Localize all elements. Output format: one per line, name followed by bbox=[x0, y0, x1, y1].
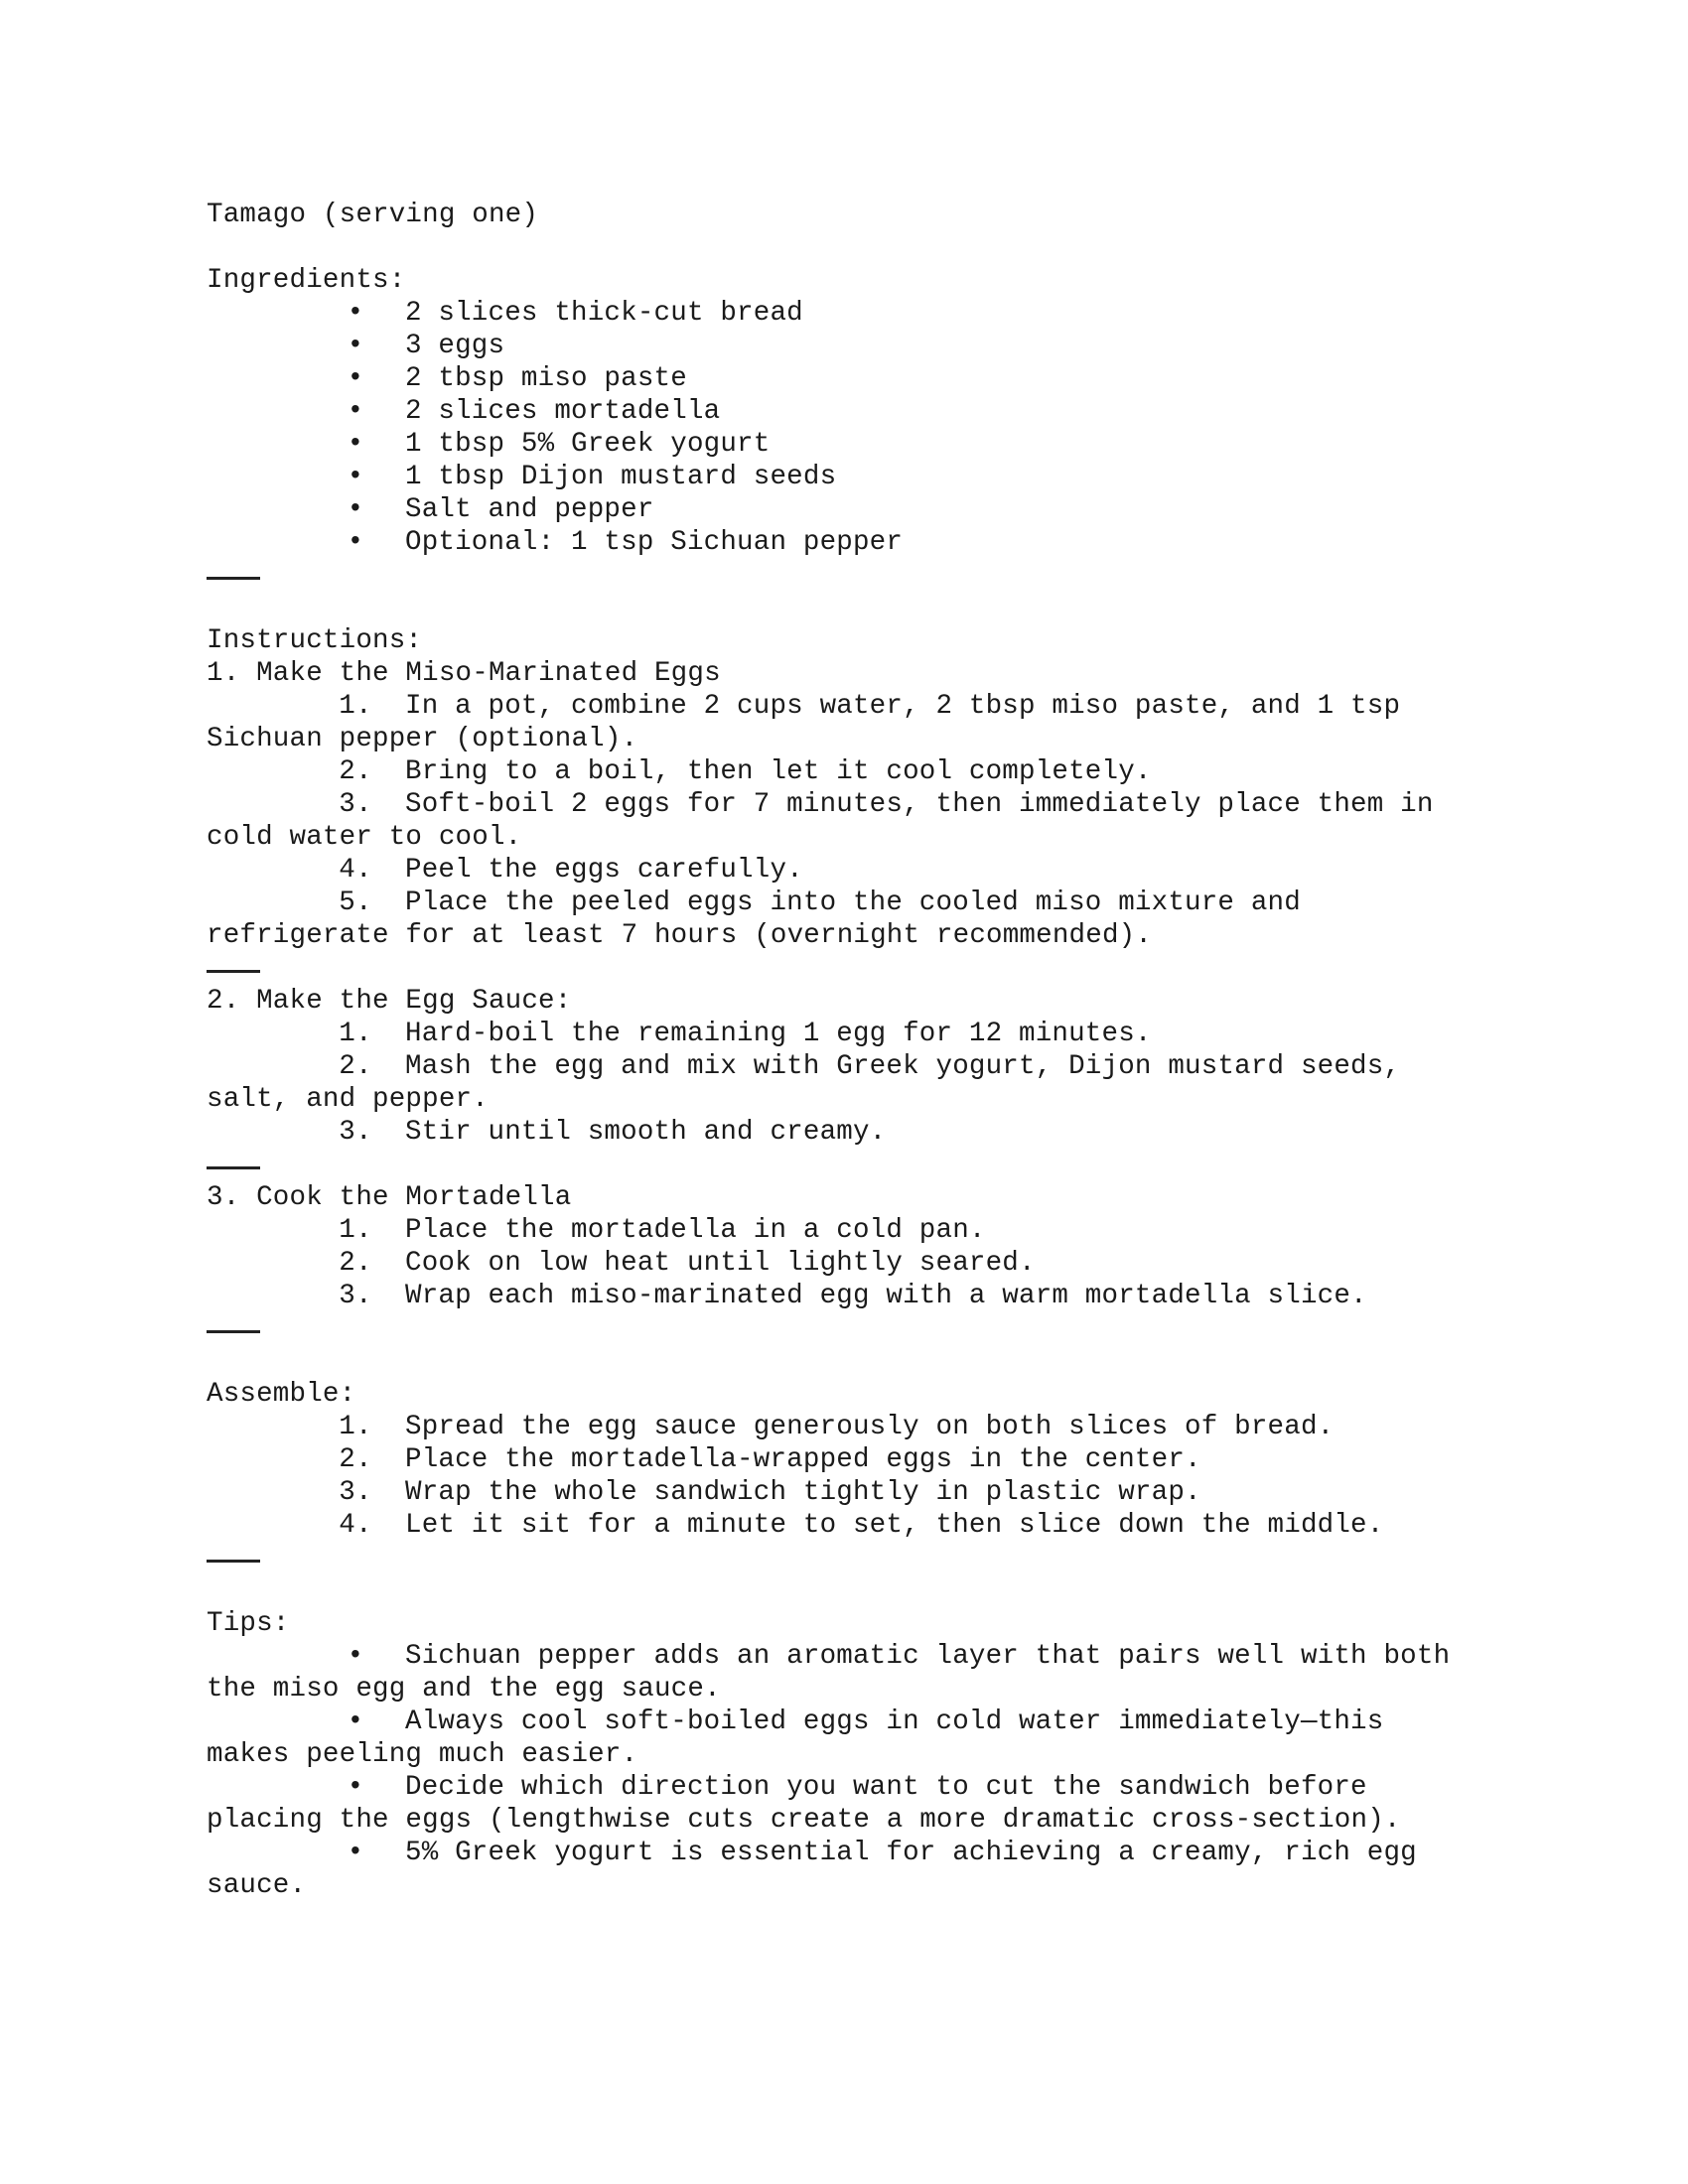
step-number: 2. bbox=[339, 1248, 372, 1279]
assemble-heading: Assemble: bbox=[207, 1379, 356, 1410]
step-number: 2. bbox=[339, 1444, 372, 1475]
step-item: 1. Hard-boil the remaining 1 egg for 12 minutes. bbox=[207, 1018, 1468, 1050]
step-number: 1. bbox=[339, 1412, 372, 1442]
step-number: 1. bbox=[339, 1019, 372, 1049]
step-item: 1. Spread the egg sauce generously on both slices of bread. bbox=[207, 1411, 1468, 1443]
section-divider bbox=[207, 1560, 260, 1563]
step-number: 2. bbox=[339, 756, 372, 787]
bullet-icon: • bbox=[347, 462, 364, 492]
step-number: 4. bbox=[339, 1510, 372, 1541]
ingredient-item: • 3 eggs bbox=[207, 330, 1468, 362]
step-item: 1. In a pot, combine 2 cups water, 2 tbsp miso paste, and 1 tsp Sichuan pepper (optional). bbox=[207, 691, 1401, 754]
section-title: 2. Make the Egg Sauce: bbox=[207, 986, 572, 1017]
section-divider bbox=[207, 1330, 260, 1333]
recipe-title: Tamago (serving one) bbox=[207, 200, 539, 230]
bullet-icon: • bbox=[347, 1641, 364, 1672]
tip-item: • Sichuan pepper adds an aromatic layer that pairs well with both the miso egg and the egg sauce. bbox=[207, 1641, 1451, 1705]
step-number: 5. bbox=[339, 887, 372, 918]
step-item: 3. Wrap each miso-marinated egg with a warm mortadella slice. bbox=[207, 1280, 1468, 1312]
step-item: 2. Cook on low heat until lightly seared. bbox=[207, 1247, 1468, 1280]
bullet-icon: • bbox=[347, 363, 364, 394]
instructions-heading: Instructions: bbox=[207, 625, 423, 656]
bullet-icon: • bbox=[347, 1838, 364, 1868]
section-divider bbox=[207, 577, 260, 580]
ingredient-item: • 2 tbsp miso paste bbox=[207, 362, 1468, 395]
step-number: 3. bbox=[339, 789, 372, 820]
tips-heading: Tips: bbox=[207, 1608, 290, 1639]
step-item: 3. Soft-boil 2 eggs for 7 minutes, then immediately place them in cold water to cool. bbox=[207, 789, 1434, 853]
bullet-icon: • bbox=[347, 527, 364, 558]
step-number: 4. bbox=[339, 855, 372, 886]
ingredient-item: • 1 tbsp Dijon mustard seeds bbox=[207, 461, 1468, 493]
bullet-icon: • bbox=[347, 396, 364, 427]
ingredient-item: • Salt and pepper bbox=[207, 493, 1468, 526]
tip-item: • Decide which direction you want to cut the sandwich before placing the eggs (lengthwise cuts create a more dramatic cross-section). bbox=[207, 1772, 1401, 1836]
step-number: 3. bbox=[339, 1281, 372, 1311]
step-number: 2. bbox=[339, 1051, 372, 1082]
recipe-document bbox=[207, 199, 1497, 1902]
bullet-icon: • bbox=[347, 429, 364, 460]
bullet-icon: • bbox=[347, 1772, 364, 1803]
bullet-icon: • bbox=[347, 298, 364, 329]
step-item: 2. Place the mortadella-wrapped eggs in the center. bbox=[207, 1443, 1468, 1476]
ingredient-item: • 2 slices thick-cut bread bbox=[207, 297, 1468, 330]
tip-item: • Always cool soft-boiled eggs in cold water immediately—this makes peeling much easier. bbox=[207, 1706, 1384, 1770]
step-item: 1. Place the mortadella in a cold pan. bbox=[207, 1214, 1468, 1247]
step-number: 3. bbox=[339, 1477, 372, 1508]
bullet-icon: • bbox=[347, 494, 364, 525]
section-divider bbox=[207, 1166, 260, 1169]
step-item: 3. Wrap the whole sandwich tightly in plastic wrap. bbox=[207, 1476, 1468, 1509]
section-title: 3. Cook the Mortadella bbox=[207, 1182, 572, 1213]
step-item: 3. Stir until smooth and creamy. bbox=[207, 1116, 1468, 1149]
step-number: 1. bbox=[339, 1215, 372, 1246]
section-divider bbox=[207, 970, 260, 973]
bullet-icon: • bbox=[347, 1706, 364, 1737]
step-item: 2. Mash the egg and mix with Greek yogurt, Dijon mustard seeds, salt, and pepper. bbox=[207, 1051, 1401, 1115]
step-item: 2. Bring to a boil, then let it cool completely. bbox=[207, 755, 1468, 788]
step-number: 3. bbox=[339, 1117, 372, 1148]
step-item: 4. Peel the eggs carefully. bbox=[207, 854, 1468, 887]
ingredient-item: • 2 slices mortadella bbox=[207, 395, 1468, 428]
bullet-icon: • bbox=[347, 331, 364, 361]
ingredient-item: • 1 tbsp 5% Greek yogurt bbox=[207, 428, 1468, 461]
ingredients-heading: Ingredients: bbox=[207, 265, 406, 296]
step-number: 1. bbox=[339, 691, 372, 722]
ingredient-item: • Optional: 1 tsp Sichuan pepper bbox=[207, 526, 1468, 559]
ingredients-list bbox=[207, 297, 1497, 559]
tip-item: • 5% Greek yogurt is essential for achieving a creamy, rich egg sauce. bbox=[207, 1838, 1417, 1901]
step-item: 4. Let it sit for a minute to set, then slice down the middle. bbox=[207, 1509, 1468, 1542]
step-item: 5. Place the peeled eggs into the cooled miso mixture and refrigerate for at least 7 hours (overnight recommended). bbox=[207, 887, 1301, 951]
section-title: 1. Make the Miso-Marinated Eggs bbox=[207, 658, 721, 689]
